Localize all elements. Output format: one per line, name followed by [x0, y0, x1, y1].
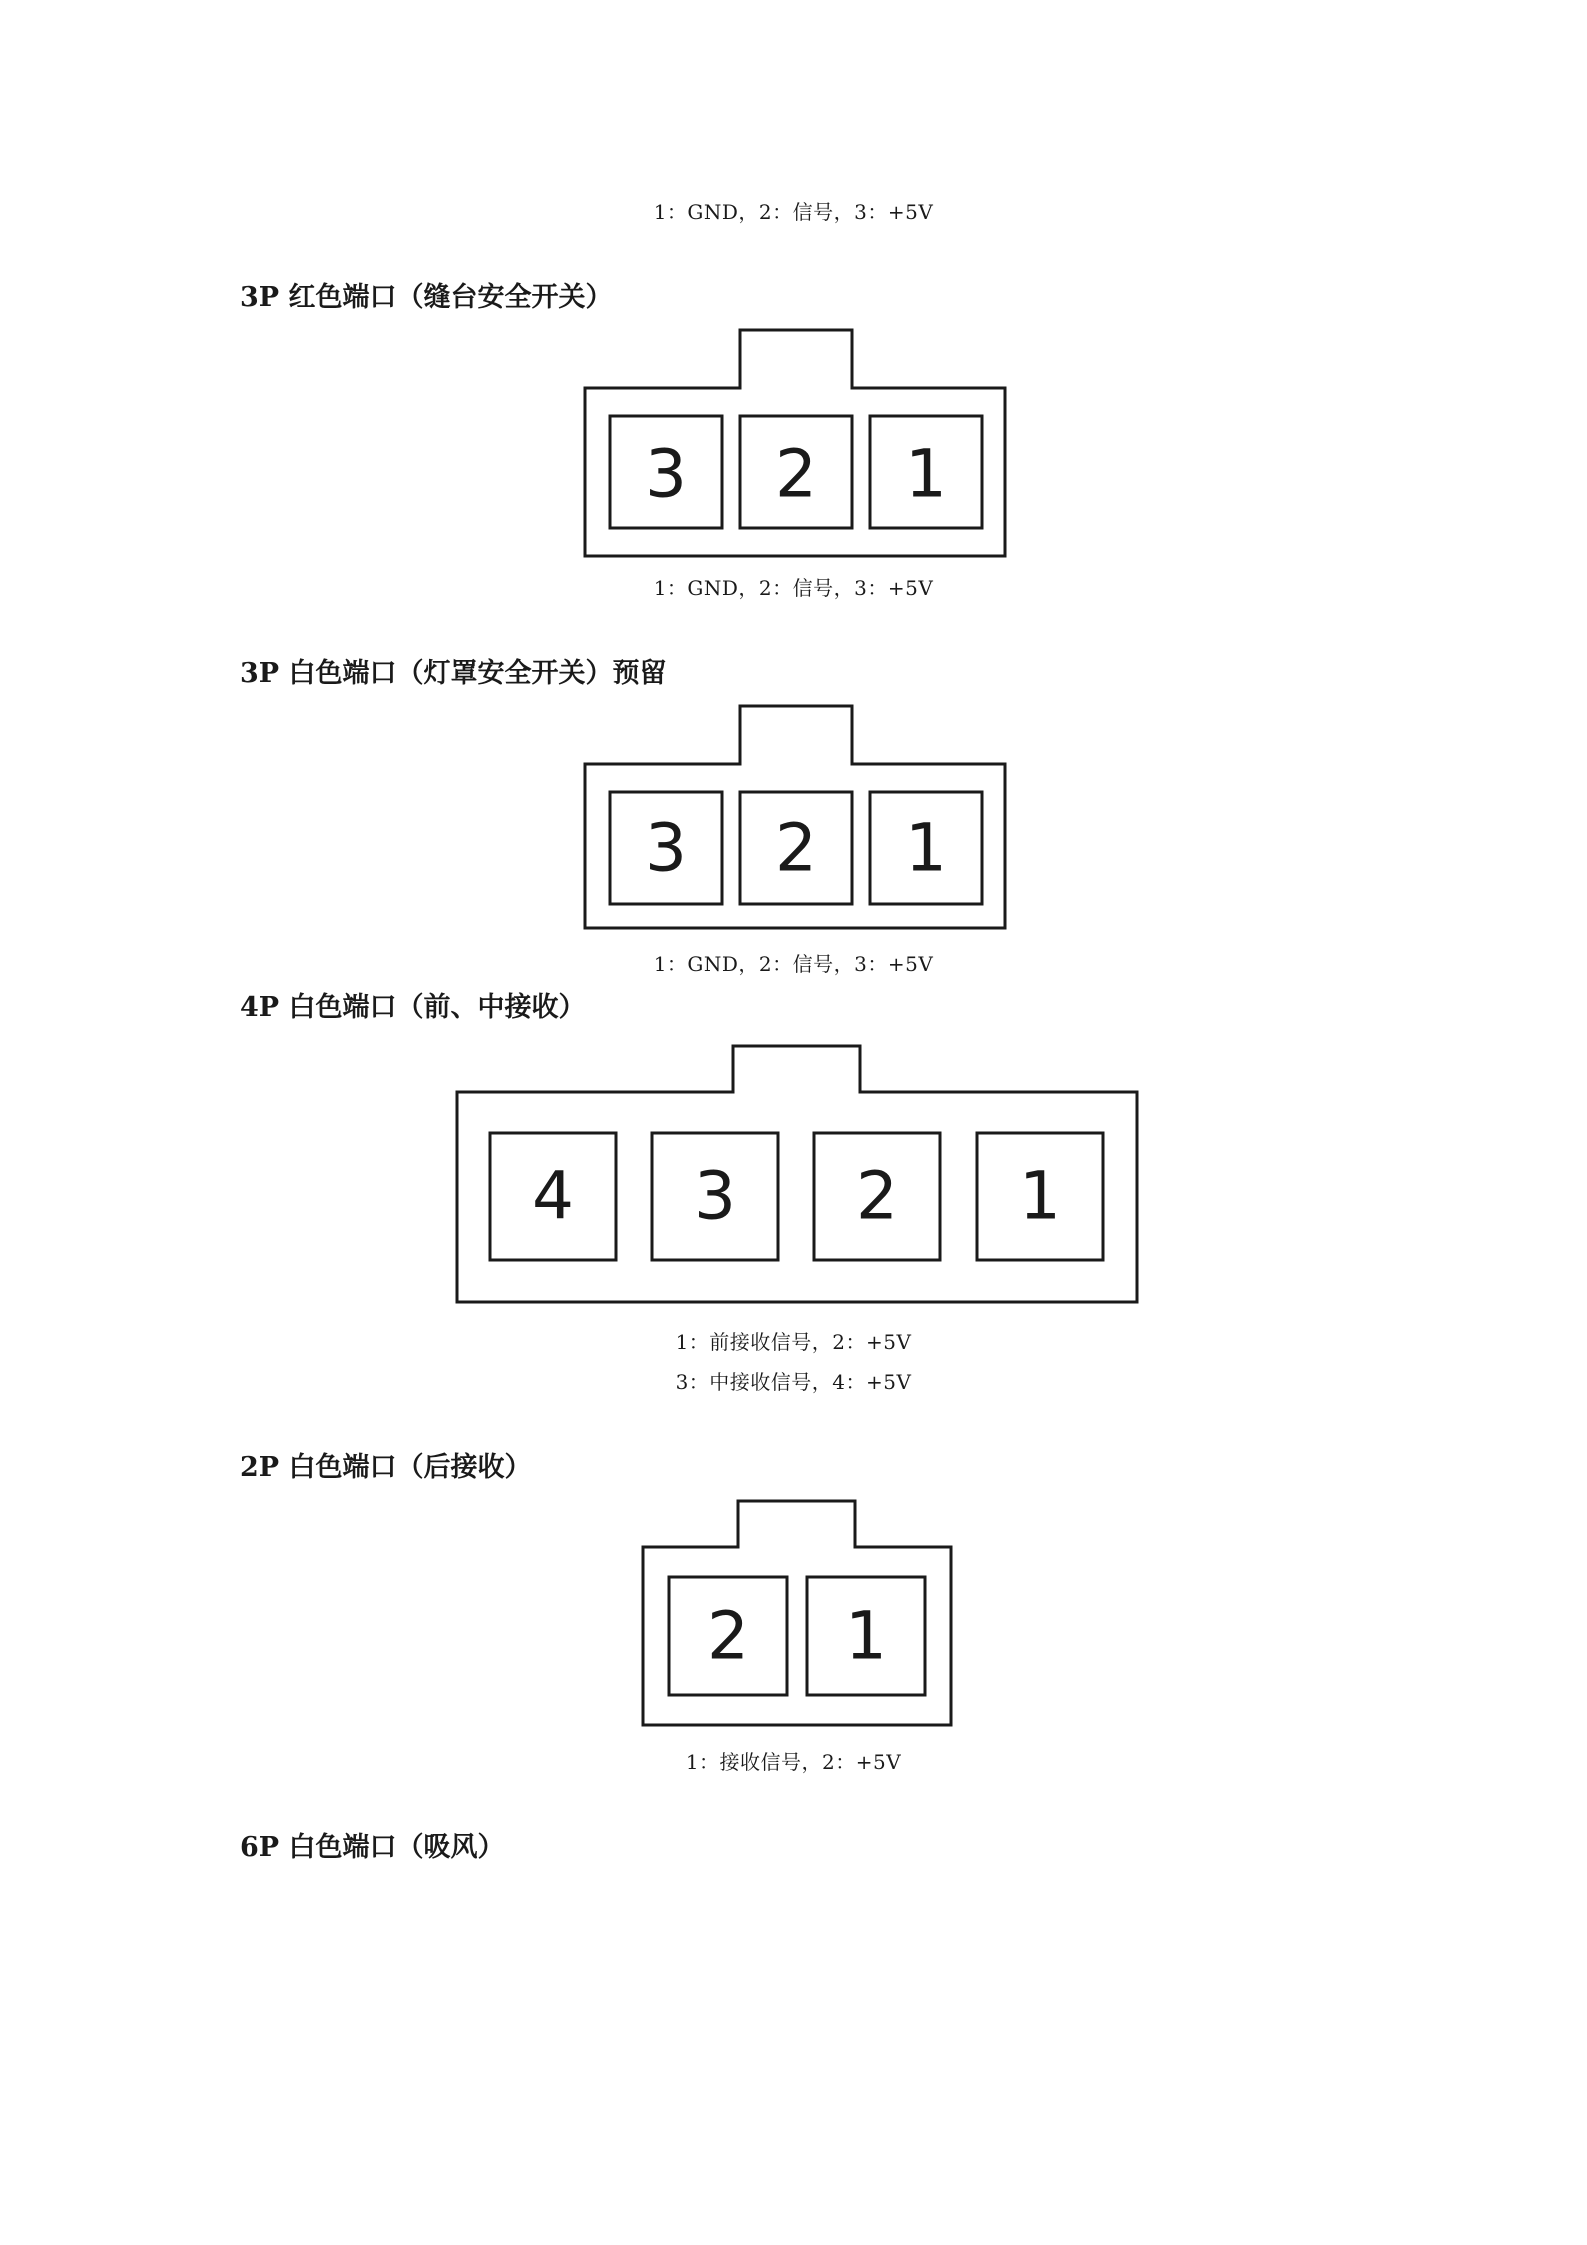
pin-number: 3 [645, 809, 687, 887]
section-heading-2p-white: 2P 白色端口（后接收） [240, 1452, 532, 1483]
pin-caption-3p-red: 1：GND，2：信号，3：+5V [653, 576, 934, 600]
pin-number: 3 [694, 1157, 736, 1235]
pin-number: 4 [532, 1157, 574, 1235]
connector-3p-red-diagram [0, 320, 1587, 560]
connector-2p-white-diagram [0, 1495, 1587, 1735]
pin-caption-3p-white: 1：GND，2：信号，3：+5V [653, 952, 934, 976]
pin-number: 2 [856, 1157, 898, 1235]
pin-number: 2 [775, 809, 817, 887]
pin-number: 2 [707, 1597, 749, 1675]
connector-3p-white-diagram [0, 696, 1587, 936]
pin-number: 3 [645, 435, 687, 513]
section-heading-4p-white: 4P 白色端口（前、中接收） [240, 992, 586, 1023]
connector-4p-white-diagram [0, 1040, 1587, 1310]
section-heading-3p-white: 3P 白色端口（灯罩安全开关）预留 [240, 658, 667, 689]
section-heading-6p-white: 6P 白色端口（吸风） [240, 1832, 505, 1863]
section-heading-3p-red: 3P 红色端口（缝台安全开关） [240, 282, 613, 313]
pin-number: 1 [905, 435, 947, 513]
pin-caption-4p-b: 3：中接收信号，4：+5V [675, 1370, 912, 1394]
pin-number: 1 [905, 809, 947, 887]
pin-number: 1 [845, 1597, 887, 1675]
pin-caption-4p-a: 1：前接收信号，2：+5V [675, 1330, 912, 1354]
pin-caption-top: 1：GND，2：信号，3：+5V [653, 200, 934, 224]
pin-caption-2p: 1：接收信号，2：+5V [685, 1750, 902, 1774]
pin-number: 2 [775, 435, 817, 513]
pin-number: 1 [1019, 1157, 1061, 1235]
